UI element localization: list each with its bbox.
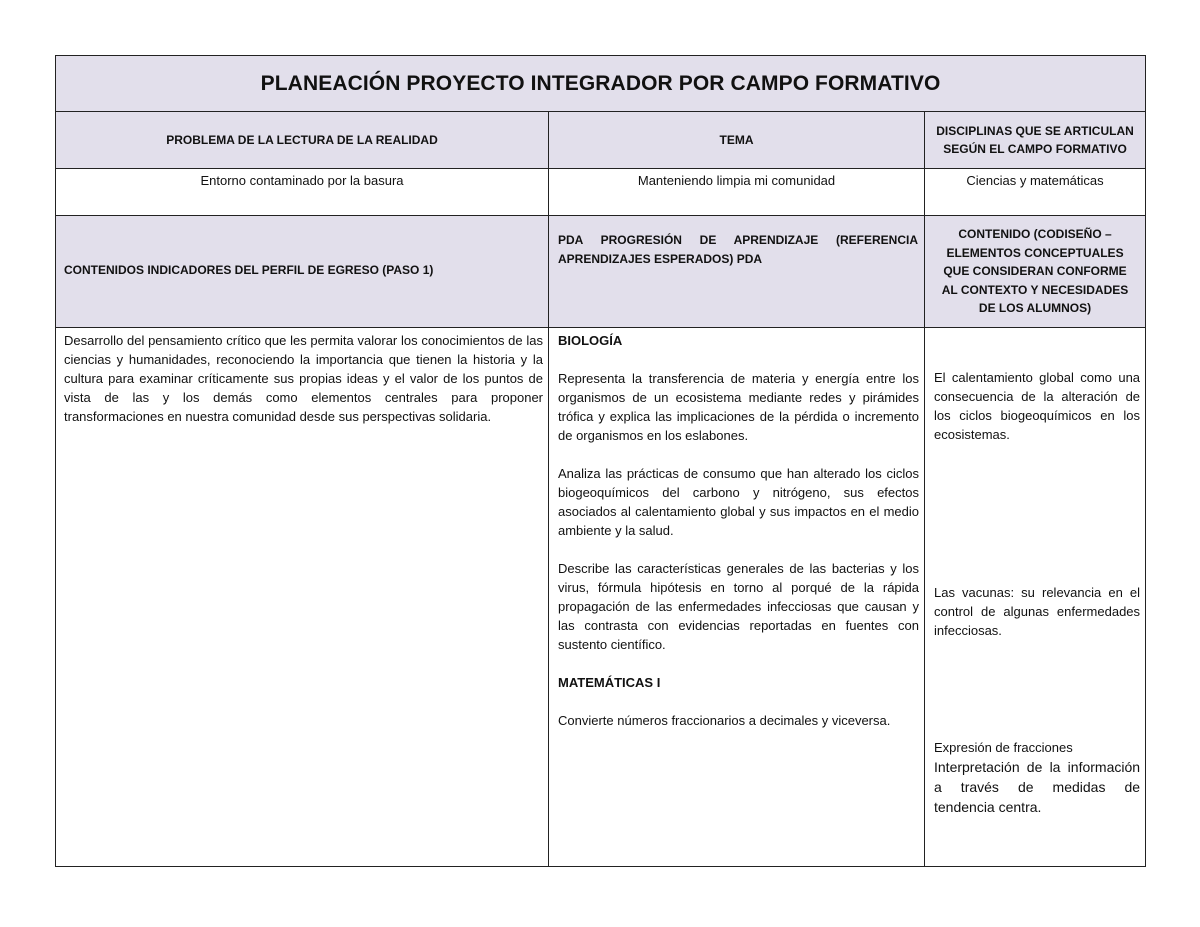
header-row: [56, 112, 1146, 169]
header-disciplinas: DISCIPLINAS QUE SE ARTICULAN SEGÚN EL CAMPO FORMATIVO: [925, 112, 1146, 169]
header-perfil-egreso: CONTENIDOS INDICADORES DEL PERFIL DE EGRESO (PASO 1): [56, 216, 549, 328]
value-problema: Entorno contaminado por la basura: [56, 169, 549, 216]
header-problema: PROBLEMA DE LA LECTURA DE LA REALIDAD: [56, 112, 549, 169]
value-tema: Manteniendo limpia mi comunidad: [549, 169, 925, 216]
header-contenido: CONTENIDO (CODISEÑO – ELEMENTOS CONCEPTUALES QUE CONSIDERAN CONFORME AL CONTEXTO Y NECESIDADES DE LOS ALUMNOS): [925, 216, 1146, 328]
perfil-egreso-text: Desarrollo del pensamiento crítico que les permita valorar los conocimientos de las ciencias y humanidades, reconociendo la importancia que tienen la historia y la cultura para examinar críticamente sus propias ideas y el valor de los puntos de vista de las y los demás como elementos centrales para proponer transformaciones en nuestra comunidad desde sus perspectivas solidaria.: [56, 328, 549, 867]
header-pda: PDA PROGRESIÓN DE APRENDIZAJE (REFERENCIA APRENDIZAJES ESPERADOS) PDA: [549, 216, 925, 328]
contenido-2: Las vacunas: su relevancia en el control de algunas enfermedades infecciosas.: [934, 585, 1141, 638]
pda-matematicas-1: Convierte números fraccionarios a decimales y viceversa.: [558, 713, 891, 728]
body-row: [56, 328, 1146, 867]
pda-biologia-2: Analiza las prácticas de consumo que han alterado los ciclos biogeoquímicos del carbono y nitrógeno, sus efectos asociados al calentamiento global y sus impactos en el medio ambiente y la salud.: [558, 466, 919, 538]
value-row: [56, 169, 1146, 216]
header-tema: TEMA: [549, 112, 925, 169]
planning-table: [55, 55, 1146, 867]
document-title: PLANEACIÓN PROYECTO INTEGRADOR POR CAMPO FORMATIVO: [56, 56, 1146, 112]
contenido-3-rest: Interpretación de la información a través de medidas de tendencia centra.: [934, 759, 1141, 815]
contenido-3-line1: Expresión de fracciones: [934, 740, 1073, 755]
pda-biologia-3: Describe las características generales de las bacterias y los virus, fórmula hipótesis en torno al porqué de la rápida propagación de las enfermedades infecciosas que causan y las contrasta con evidencias reportadas en fuentes con sustento científico.: [558, 561, 919, 652]
contenido-3: [934, 738, 1140, 817]
pda-cell: [549, 328, 925, 867]
header-row-2: [56, 216, 1146, 328]
contenido-cell: [925, 328, 1146, 867]
contenido-1: El calentamiento global como una consecuencia de la alteración de los ciclos biogeoquímicos en los ecosistemas.: [934, 370, 1141, 442]
pda-biologia-1: Representa la transferencia de materia y energía entre los organismos de un ecosistema mediante redes y pirámides trófica y explica las implicaciones de la pérdida o incremento de organismos en los eslabones.: [558, 371, 919, 443]
subject-biologia: BIOLOGÍA: [558, 333, 623, 348]
value-disciplinas: Ciencias y matemáticas: [925, 169, 1146, 216]
subject-matematicas: MATEMÁTICAS I: [558, 675, 661, 690]
title-row: [56, 56, 1146, 112]
